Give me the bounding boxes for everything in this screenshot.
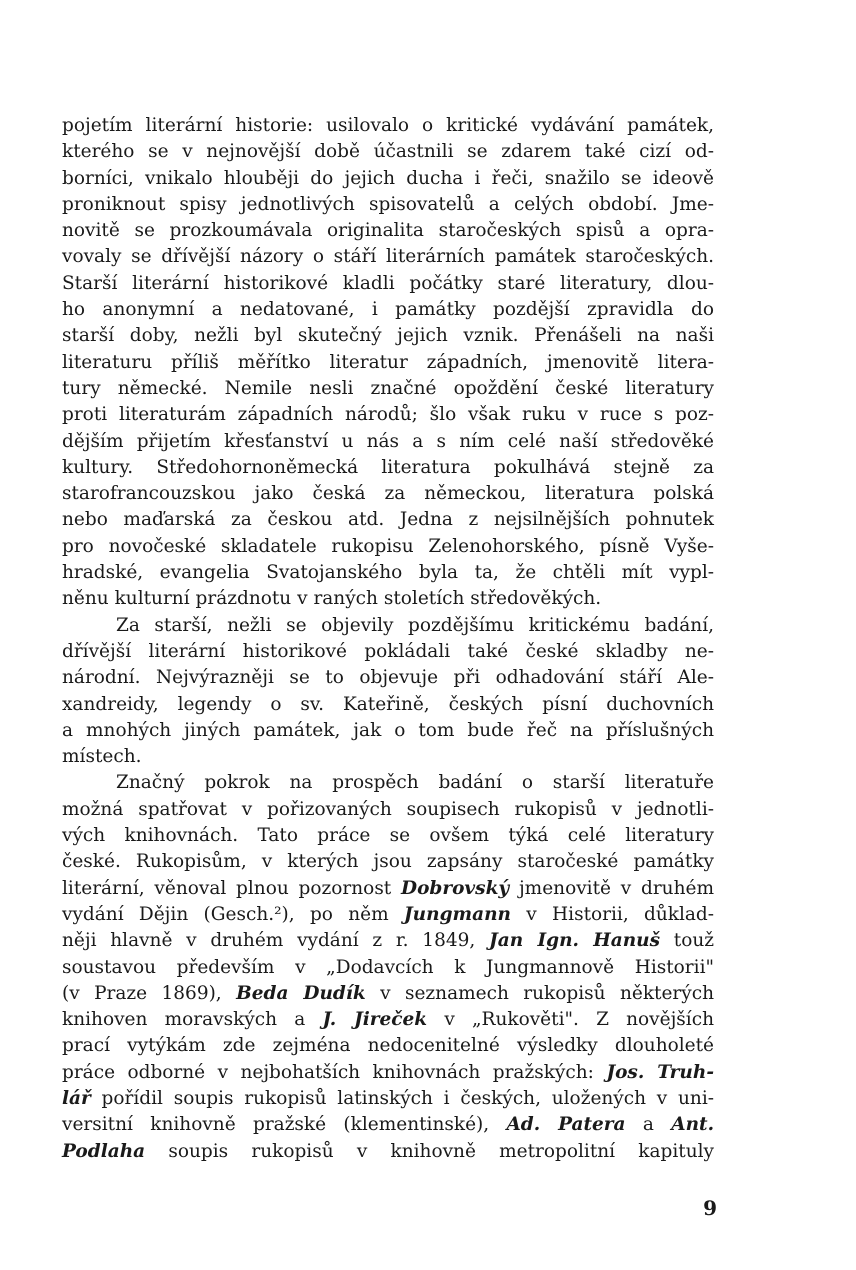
text-segment: národní. Nejvýrazněji se to objevuje při odhadování stáří Ale- [62,667,714,689]
text-segment: starší doby, nežli byl skutečný jejich vznik. Přenášeli na naši [62,325,714,347]
text-segment: kultury. Středohornoněmecká literatura pokulhává stejně za [62,456,714,478]
text-segment: v Historii, důklad- [510,903,714,925]
text-line [62,560,714,586]
text-line [62,955,714,981]
text-line [62,139,714,165]
text-segment: pořídil soupis rukopisů latinských i českých, uložených v uni- [90,1087,714,1109]
text-segment: soustavou především v „Dodavcích k Jungmannově Historii" [62,956,714,978]
text-line [62,113,714,139]
italic-name: Podlaha [62,1140,146,1162]
text-line [62,797,714,823]
text-segment: literární, věnoval plnou pozornost [62,877,402,899]
text-line [62,902,714,928]
text-line [62,192,714,218]
text-line [62,1060,714,1086]
text-line [62,613,714,639]
text-segment: proti literaturám západních národů; šlo však ruku v ruce s poz- [62,404,714,426]
text-segment: vých knihovnách. Tato práce se ovšem týká celé literatury [62,825,714,847]
text-segment: dějším přijetím křesťanství u nás a s ním celé naší středověké [62,430,714,452]
text-segment: hradské, evangelia Svatojanského byla ta, že chtěli mít vypl- [62,562,714,584]
text-line [62,402,714,428]
text-line [62,665,714,691]
text-segment: borníci, vnikalo hlouběji do jejich ducha i řeči, snažilo se ideově [62,167,714,189]
text-line [62,455,714,481]
text-segment: Starší literární historikové kladli počátky staré literatury, dlou- [62,272,714,294]
page-number: 9 [703,1196,717,1220]
text-line [62,981,714,1007]
text-segment: versitní knihovně pražské (klementinské), [62,1114,507,1136]
text-segment: kterého se v nejnovější době účastnili se zdarem také cizí od- [62,141,714,163]
text-segment: Za starší, nežli se objevily pozdějšímu kritickému badání, [116,614,714,636]
text-segment: nebo maďarská za českou atd. Jedna z nejsilnějších pohnutek [62,509,714,531]
text-line [62,166,714,192]
italic-name: Ad. Patera [506,1114,626,1136]
text-line [62,429,714,455]
italic-name: Jan Ign. Hanuš [489,930,661,952]
text-segment: něji hlavně v druhém vydání z r. 1849, [62,930,489,952]
text-line [62,1112,714,1138]
text-line [62,928,714,954]
text-segment: jmenovitě v druhém [509,877,714,899]
text-line [62,1007,714,1033]
text-line [62,534,714,560]
text-segment: soupis rukopisů v knihovně metropolitní kapituly [145,1140,714,1162]
text-line [62,297,714,323]
text-segment: a mnohých jiných památek, jak o tom bude řeč na příslušných [62,719,714,741]
text-segment: a [625,1114,672,1136]
text-line [62,507,714,533]
text-line [62,218,714,244]
italic-name: Jungmann [403,903,511,925]
text-segment: knihoven moravských a [62,1009,323,1031]
text-segment: xandreidy, legendy o sv. Kateřině, českých písní duchovních [62,693,714,715]
text-segment: literaturu příliš měřítko literatur západních, jmenovitě litera- [62,351,714,373]
text-line [62,744,714,770]
text-segment: pro novočeské skladatele rukopisu Zelenohorského, písně Vyše- [62,535,714,557]
body-text [62,113,714,1165]
text-segment: novitě se prozkoumávala originalita staročeských spisů a opra- [62,220,714,242]
text-line [62,876,714,902]
text-line [62,639,714,665]
text-segment: v seznamech rukopisů některých [365,982,714,1004]
text-segment: místech. [62,746,142,768]
text-line [62,692,714,718]
text-segment: v „Rukověti". Z novějších [427,1009,714,1031]
text-line [62,849,714,875]
text-line [62,244,714,270]
text-line [62,1139,714,1165]
italic-name: J. Jireček [322,1009,428,1031]
text-segment: něnu kulturní prázdnotu v raných stoletích středověkých. [62,588,602,610]
italic-name: Dobrovský [401,877,510,899]
text-segment: ho anonymní a nedatované, i památky pozdější zpravidla do [62,299,714,321]
text-segment: proniknout spisy jednotlivých spisovatelů a celých období. Jme- [62,193,714,215]
text-line [62,1086,714,1112]
text-segment: touž [660,930,714,952]
text-line [62,770,714,796]
text-line [62,481,714,507]
text-segment: Značný pokrok na prospěch badání o starší literatuře [116,772,714,794]
text-line [62,1033,714,1059]
text-segment: vovaly se dřívější názory o stáří literárních památek staročeských. [62,246,714,268]
italic-name: lář [62,1087,91,1109]
text-segment: (v Praze 1869), [62,982,237,1004]
text-line [62,271,714,297]
text-segment: možná spatřovat v pořizovaných soupisech rukopisů v jednotli- [62,798,714,820]
italic-name: Beda Dudík [236,982,366,1004]
text-segment: dřívější literární historikové pokládali také české skladby ne- [62,640,714,662]
text-line [62,323,714,349]
text-line [62,586,714,612]
text-segment: české. Rukopisům, v kterých jsou zapsány staročeské památky [62,851,714,873]
text-segment: prací vytýkám zde zejména nedocenitelné výsledky dlouholeté [62,1035,714,1057]
italic-name: Jos. Truh- [606,1061,715,1083]
text-line [62,823,714,849]
text-line [62,718,714,744]
text-segment: pojetím literární historie: usilovalo o kritické vydávání památek, [62,115,714,136]
text-segment: starofrancouzskou jako česká za německou, literatura polská [62,483,714,505]
text-line [62,376,714,402]
text-line [62,350,714,376]
italic-name: Ant. [671,1114,715,1136]
text-segment: práce odborné v nejbohatších knihovnách pražských: [62,1061,607,1083]
text-segment: vydání Dějin (Gesch.²), po něm [62,903,404,925]
text-segment: tury německé. Nemile nesli značné opoždění české literatury [62,377,714,399]
